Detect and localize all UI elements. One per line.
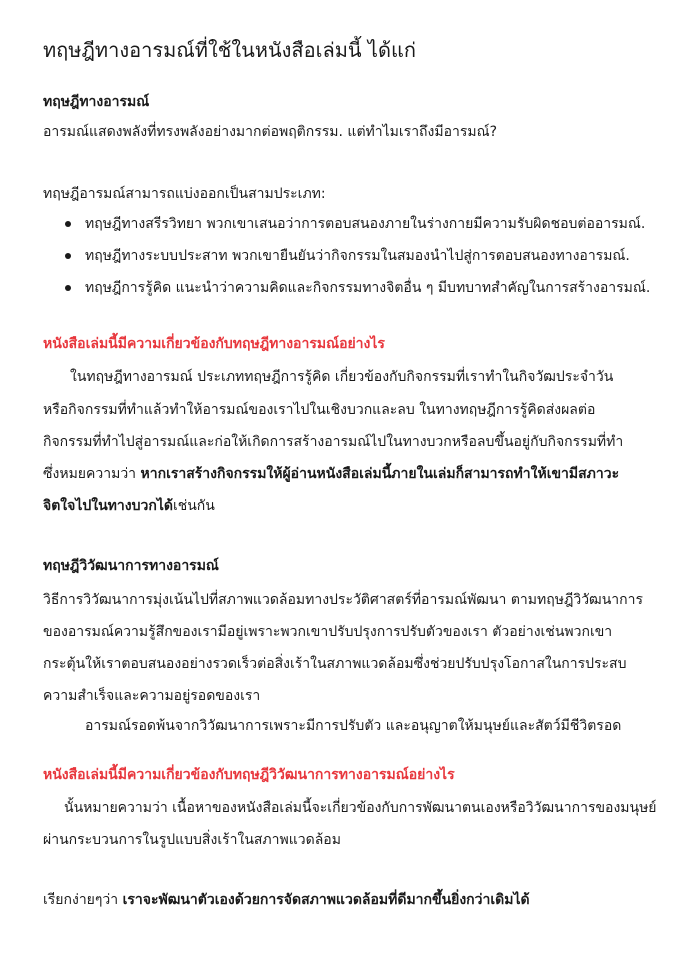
paragraph-text: เช่นกัน [172, 498, 215, 514]
bullet-item: ทฤษฎีทางระบบประสาท พวกเขายืนยันว่ากิจกรรมในสมองนำไปสู่การตอบสนองทางอารมณ์. [85, 248, 630, 264]
intro-text: อารมณ์แสดงพลังที่ทรงพลังอย่างมากต่อพฤติกรรม. แต่ทำไมเราถึงมีอารมณ์? [43, 124, 498, 140]
emphasis-text: หากเราสร้างกิจกรรมให้ผู้อ่านหนังสือเล่มนี้ภายในเล่มก็สามารถทำให้เขามีสภาวะ [140, 466, 620, 482]
bullet-dot [65, 285, 71, 291]
paragraph-line: วิธีการวิวัฒนาการมุ่งเน้นไปที่สภาพแวดล้อมทางประวัติศาสตร์ที่อารมณ์พัฒนา ตามทฤษฎีวิวัฒนาการ [43, 592, 643, 608]
summary-text: เรียกง่ายๆว่า [43, 892, 123, 908]
document-title: ทฤษฎีทางอารมณ์ที่ใช้ในหนังสือเล่มนี้ ได้แก่ [43, 38, 416, 62]
emphasis-text: จิตใจไปในทางบวกได้ [43, 498, 173, 514]
bullet-dot [65, 253, 71, 259]
paragraph-line [43, 496, 215, 516]
section-heading-book-relation-1: หนังสือเล่มนี้มีความเกี่ยวข้องกับทฤษฎีทางอารมณ์อย่างไร [43, 336, 385, 352]
section-heading-evolution-theory: ทฤษฎีวิวัฒนาการทางอารมณ์ [43, 558, 219, 574]
paragraph-line: หรือกิจกรรมที่ทำแล้วทำให้อารมณ์ของเราไปในเชิงบวกและลบ ในทางทฤษฎีการรู้คิดส่งผลต่อ [43, 402, 596, 418]
paragraph-line: ผ่านกระบวนการในรูปแบบสิ่งเร้าในสภาพแวดล้อม [43, 832, 341, 848]
paragraph-line: ของอารมณ์ความรู้สึกของเรามีอยู่เพราะพวกเขาปรับปรุงการปรับตัวของเรา ตัวอย่างเช่นพวกเขา [43, 624, 613, 640]
paragraph-line: กระตุ้นให้เราตอบสนองอย่างรวดเร็วต่อสิ่งเร้าในสภาพแวดล้อมซึ่งช่วยปรับปรุงโอกาสในการประสบ [43, 656, 627, 672]
paragraph-line: ในทฤษฎีทางอารมณ์ ประเภททฤษฎีการรู้คิด เกี่ยวข้องกับกิจกรรมที่เราทำในกิจวัฒประจำวัน [70, 369, 614, 385]
paragraph-line: อารมณ์รอดพ้นจากวิวัฒนาการเพราะมีการปรับตัว และอนุญาตให้มนุษย์และสัตว์มีชีวิตรอด [85, 718, 622, 734]
types-intro-text: ทฤษฎีอารมณ์สามารถแบ่งออกเป็นสามประเภท: [43, 186, 326, 202]
paragraph-text: ซึ่งหมยความว่า [43, 466, 141, 482]
paragraph-line [43, 464, 619, 484]
section-heading-book-relation-2: หนังสือเล่มนี้มีความเกี่ยวข้องกับทฤษฎีวิวัฒนาการทางอารมณ์อย่างไร [43, 767, 455, 783]
bullet-dot [65, 221, 71, 227]
paragraph-line: นั้นหมายความว่า เนื้อหาของหนังสือเล่มนี้จะเกี่ยวข้องกับการพัฒนาตนเองหรือวิวัฒนาการของมนุษย์ [64, 800, 657, 816]
summary-emphasis: เราจะพัฒนาตัวเองด้วยการจัดสภาพแวดล้อมที่ดีมากขึ้นยิ่งกว่าเดิมได้ [122, 892, 530, 908]
bullet-item: ทฤษฎีทางสรีรวิทยา พวกเขาเสนอว่าการตอบสนองภายในร่างกายมีความรับผิดชอบต่ออารมณ์. [85, 216, 646, 232]
paragraph-line: กิจกรรมที่ทำไปสู่อารมณ์และก่อให้เกิดการสร้างอารมณ์ไปในทางบวกหรือลบขึ้นอยู่กับกิจกรรมที่ทำ [43, 434, 624, 450]
paragraph-line: ความสำเร็จและความอยู่รอดของเรา [43, 688, 261, 704]
summary-line [43, 890, 530, 910]
section-heading-emotion-theory: ทฤษฎีทางอารมณ์ [43, 94, 150, 110]
bullet-item: ทฤษฎีการรู้คิด แนะนำว่าความคิดและกิจกรรมทางจิตอื่น ๆ มีบทบาทสำคัญในการสร้างอารมณ์. [85, 280, 651, 296]
